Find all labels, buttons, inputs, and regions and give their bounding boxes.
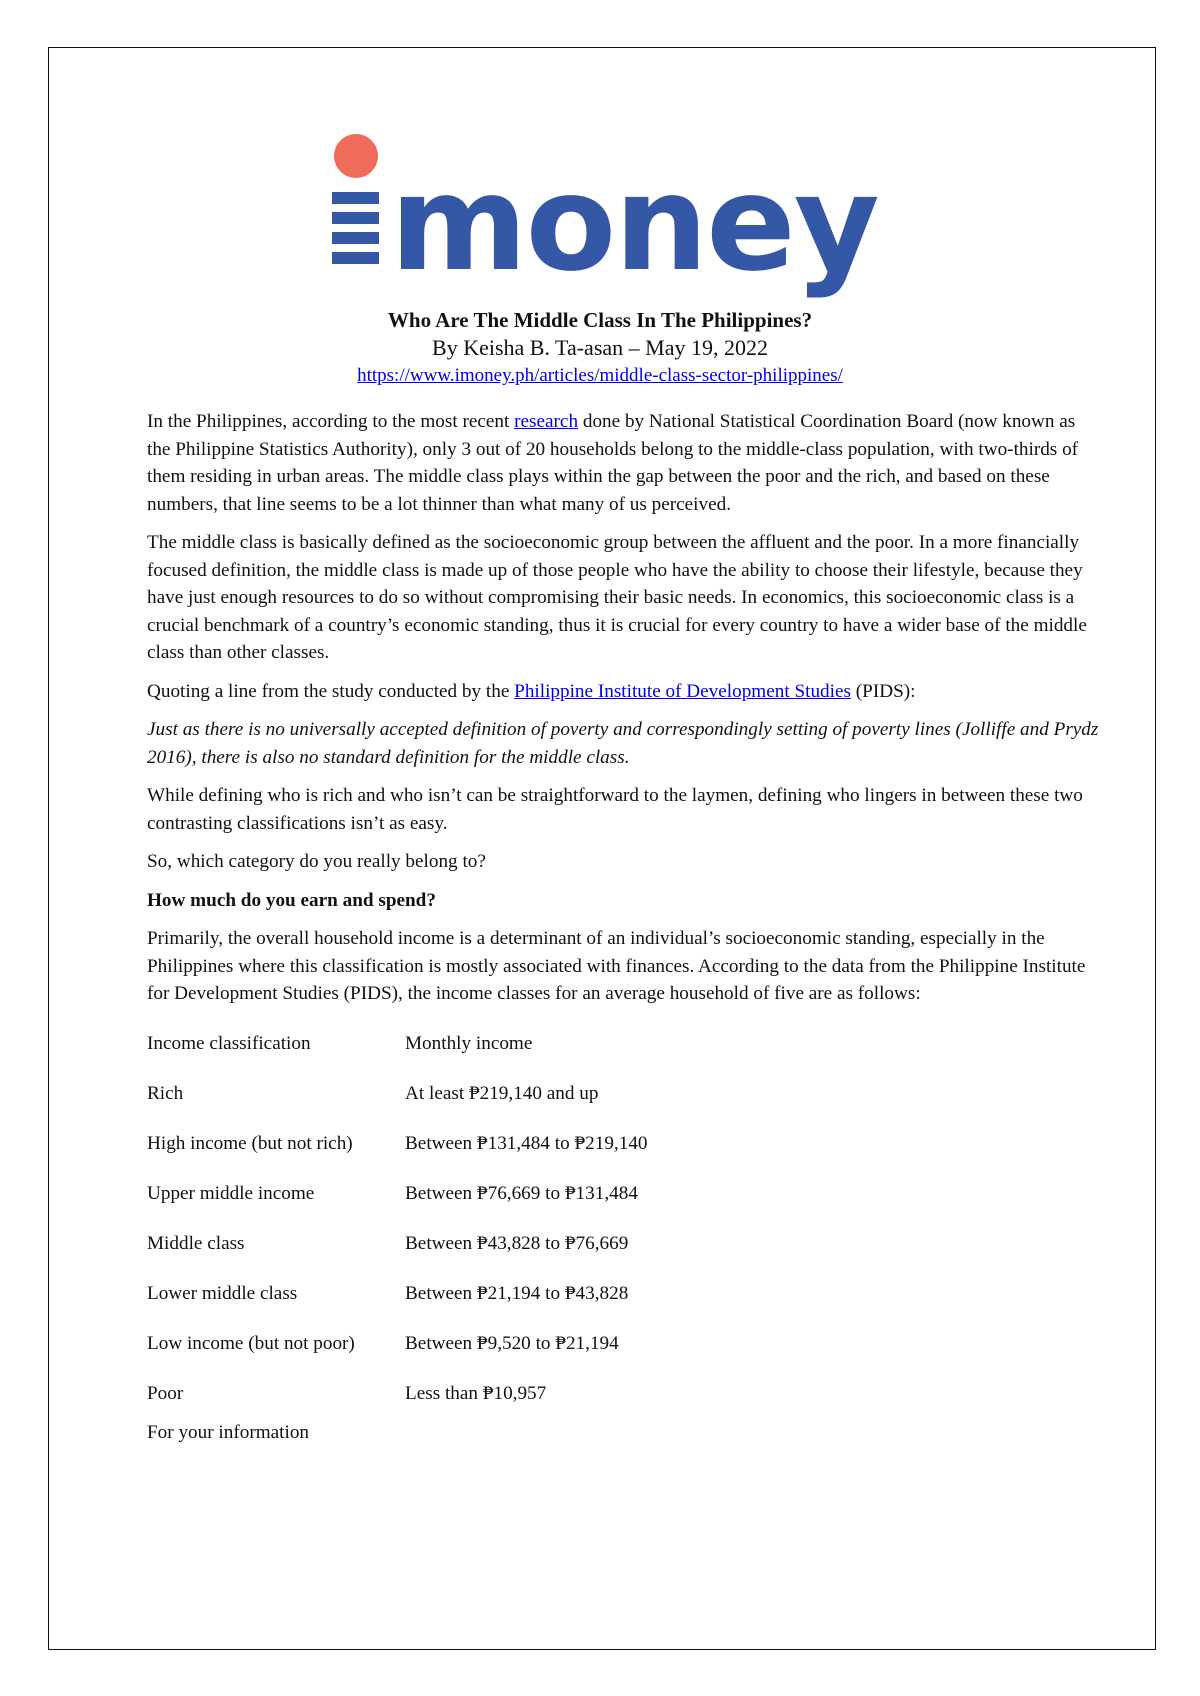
section-heading: How much do you earn and spend? [147,889,436,911]
table-cell-classification: Upper middle income [147,1182,315,1204]
imoney-logo [332,130,922,310]
table-cell-income: At least ₱219,140 and up [405,1082,599,1104]
table-header-row [147,1019,648,1069]
article-byline: By Keisha B. Ta-asan – May 19, 2022 [432,335,768,360]
paragraph-text: In the Philippines, according to the most recent [147,411,515,432]
paragraph-intro [147,408,1102,518]
table-cell-classification: High income (but not rich) [147,1132,353,1154]
table-row [147,1369,648,1419]
article-body [147,408,1102,1457]
table-row [147,1269,648,1319]
logo-bar [332,232,379,244]
paragraph-text: done by National Statistical Coordination Board (now known as the Philippine Statistics Authority), only 3 out of 20 households belong to the middle-class population, with two-thirds of them residing in urban areas. The middle class plays within the gap between the poor and the rich, and based on these numbers, that line seems to be a lot thinner than what many of us perceived. [147,411,1079,515]
table-header-cell: Income classification [147,1032,311,1054]
table-cell-classification: Lower middle class [147,1282,298,1304]
logo-wordmark: money [390,147,878,301]
logo-bar [332,192,379,204]
table-cell-income: Between ₱9,520 to ₱21,194 [405,1332,619,1354]
table-cell-income: Between ₱43,828 to ₱76,669 [405,1232,629,1254]
paragraph-quoting [147,678,1102,706]
table-header-cell: Monthly income [405,1032,533,1054]
article-title: Who Are The Middle Class In The Philippines? [387,308,813,332]
pids-link[interactable]: Philippine Institute of Development Studies [514,680,851,702]
table-cell-income: Between ₱76,669 to ₱131,484 [405,1182,638,1204]
paragraph-income: Primarily, the overall household income is a determinant of an individual’s socioeconomic standing, especially in the Philippines where this classification is mostly associated with finances. According to the data from the Philippine Institute for Development Studies (PIDS), the income classes for an average household of five are as follows: [147,928,1086,1004]
logo-bar [332,252,379,264]
table-row [147,1169,648,1219]
table-row [147,1219,648,1269]
logo-dot [334,134,378,178]
table-cell-classification: Middle class [147,1232,245,1254]
research-link[interactable]: research [514,411,579,432]
article-url[interactable] [0,365,1200,387]
table-row [147,1119,648,1169]
table-cell-classification: Rich [147,1082,184,1104]
paragraph-text: (PIDS): [850,680,916,702]
block-quote: Just as there is no universally accepted definition of poverty and correspondingly setting of poverty lines (Jolliffe and Prydz 2016), there is also no standard definition for the middle class. [147,719,1099,768]
table-row [147,1069,648,1119]
table-cell-classification: Poor [147,1382,184,1404]
paragraph-question: So, which category do you really belong to? [147,851,486,872]
logo-bar [332,212,379,224]
table-row [147,1319,648,1369]
footer-line: For your information [147,1421,310,1443]
income-table [147,1019,648,1419]
article-url-link[interactable]: https://www.imoney.ph/articles/middle-class-sector-philippines/ [357,365,843,386]
table-cell-income: Between ₱131,484 to ₱219,140 [405,1132,648,1154]
paragraph-rich-vs-poor: While defining who is rich and who isn’t can be straightforward to the laymen, defining who lingers in between these two contrasting classifications isn’t as easy. [147,785,1083,834]
paragraph-text: Quoting a line from the study conducted by the [147,680,515,702]
table-cell-income: Less than ₱10,957 [405,1382,547,1404]
table-cell-classification: Low income (but not poor) [147,1332,355,1354]
table-cell-income: Between ₱21,194 to ₱43,828 [405,1282,629,1304]
paragraph-definition: The middle class is basically defined as the socioeconomic group between the affluent and the poor. In a more financially focused definition, the middle class is made up of those people who have the ability to choose their lifestyle, because they have just enough resources to do so without compromising their basic needs. In economics, this socioeconomic class is a crucial benchmark of a country’s economic standing, thus it is crucial for every country to have a wider base of the middle class than other classes. [147,532,1087,663]
